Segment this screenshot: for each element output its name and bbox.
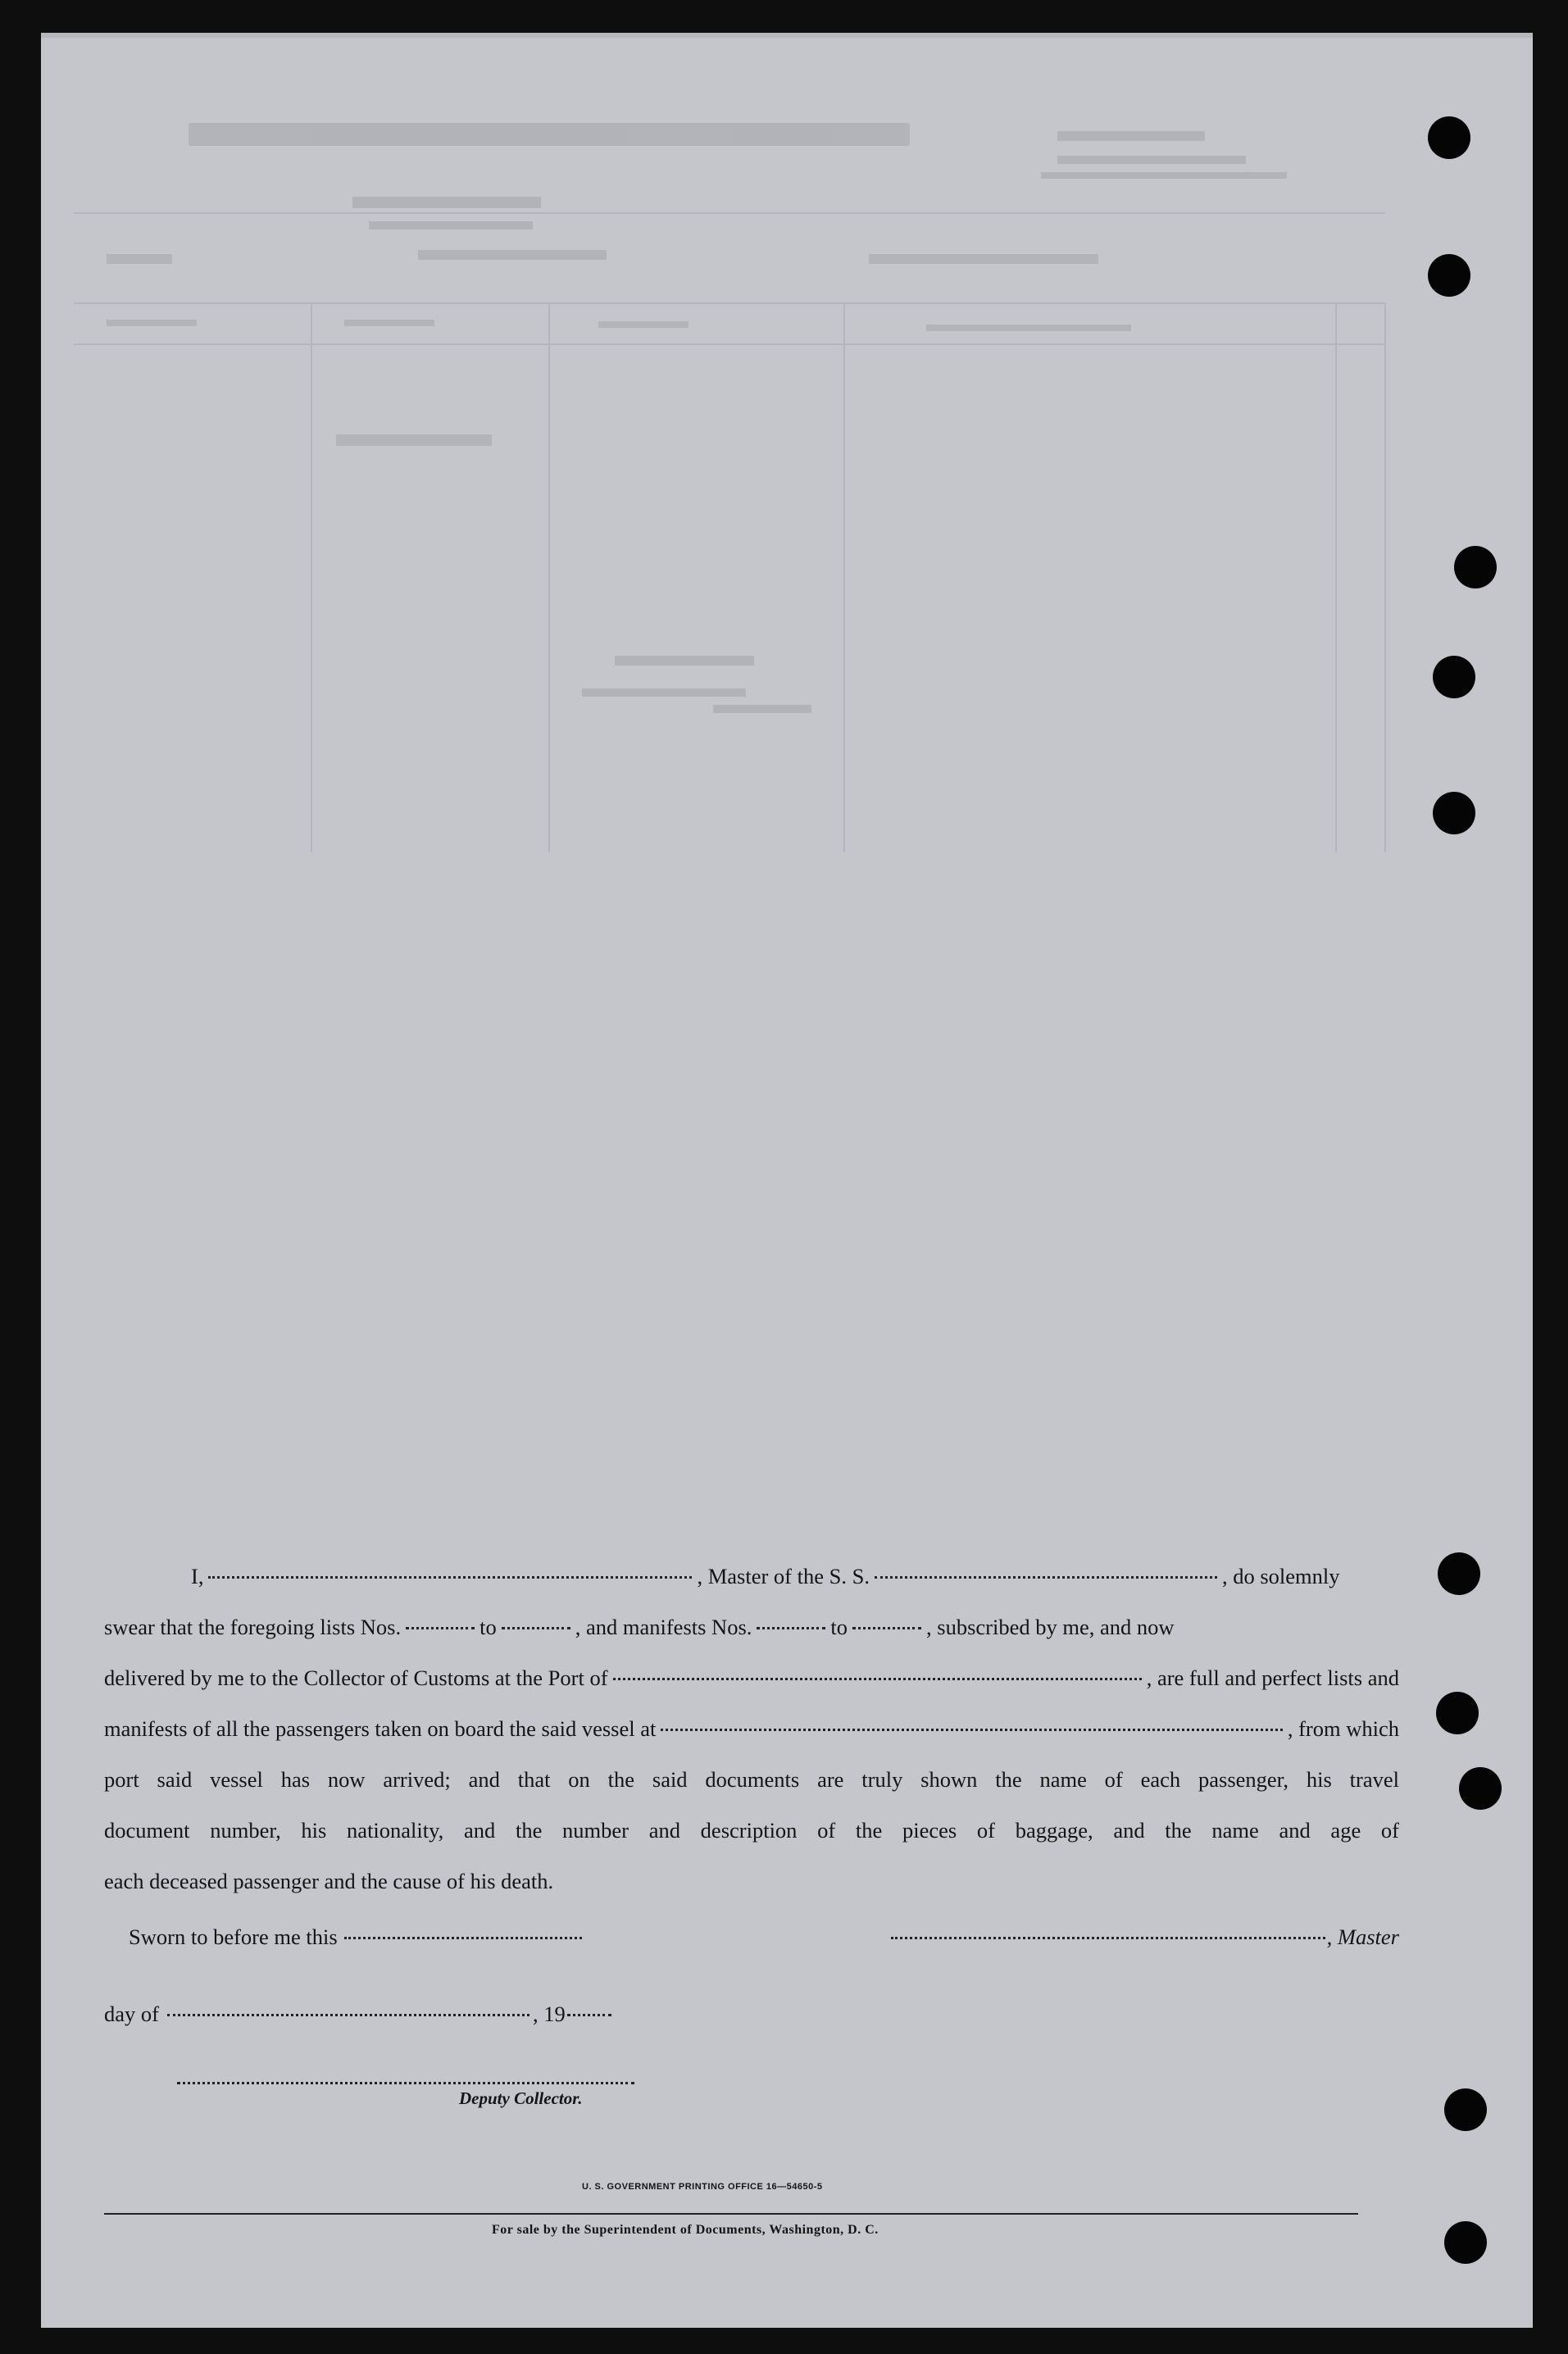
punch-hole	[1428, 254, 1470, 297]
printer-imprint: U. S. GOVERNMENT PRINTING OFFICE 16—54650-5	[582, 2182, 823, 2192]
declaration-text: to	[479, 1615, 497, 1639]
year-label: , 19	[532, 2002, 566, 2026]
sworn-date-field[interactable]	[344, 1937, 582, 1939]
ship-name-field[interactable]	[875, 1576, 1217, 1579]
port-field[interactable]	[613, 1678, 1142, 1680]
declaration-line: each deceased passenger and the cause of his death.	[104, 1869, 554, 1893]
deputy-signature-field[interactable]	[177, 2082, 634, 2084]
declaration-line	[104, 1602, 1399, 1652]
day-line	[104, 2002, 611, 2027]
list-no-to-field[interactable]	[502, 1627, 570, 1629]
manifest-no-from-field[interactable]	[757, 1627, 825, 1629]
punch-hole	[1438, 1552, 1480, 1595]
declaration-line	[104, 1703, 1399, 1754]
declaration-text: , subscribed by me, and now	[926, 1615, 1175, 1639]
declaration-text: manifests of all the passengers taken on board the said vessel at	[104, 1716, 657, 1741]
month-field[interactable]	[167, 2014, 529, 2016]
punch-hole	[1454, 546, 1497, 588]
bleed-through-graphics	[41, 33, 1533, 852]
punch-hole	[1428, 116, 1470, 159]
declaration-text: I,	[191, 1564, 204, 1588]
declaration-text: , and manifests Nos.	[575, 1615, 752, 1639]
embarkation-port-field[interactable]	[661, 1729, 1283, 1731]
master-label: , Master	[1326, 1925, 1399, 1949]
document-page	[41, 33, 1533, 2328]
declaration-text: to	[830, 1615, 848, 1639]
list-no-from-field[interactable]	[406, 1627, 475, 1629]
year-field[interactable]	[567, 2014, 611, 2016]
master-name-field[interactable]	[208, 1576, 692, 1579]
manifest-no-to-field[interactable]	[852, 1627, 921, 1629]
sworn-line	[104, 1925, 1399, 1950]
declaration-text: , do solemnly	[1221, 1564, 1340, 1588]
declaration-text: , Master of the S. S.	[697, 1564, 870, 1588]
declaration-line: document number, his nationality, and the number and description of the pieces of baggage, and the name and age of	[104, 1818, 1399, 1843]
deputy-collector-label: Deputy Collector.	[459, 2088, 583, 2108]
declaration-line	[104, 1551, 1399, 1602]
punch-hole	[1436, 1692, 1479, 1734]
punch-hole	[1444, 2088, 1487, 2131]
day-label: day of	[104, 2002, 159, 2026]
sworn-label: Sworn to before me this	[129, 1925, 338, 1949]
punch-hole	[1433, 792, 1475, 834]
punch-hole	[1459, 1767, 1502, 1810]
master-declaration	[104, 1551, 1399, 1906]
punch-hole	[1444, 2221, 1487, 2264]
declaration-text: delivered by me to the Collector of Customs at the Port of	[104, 1666, 608, 1690]
declaration-text: , from which	[1287, 1716, 1399, 1741]
footer-text: For sale by the Superintendent of Documents, Washington, D. C.	[492, 2223, 879, 2237]
declaration-text: , are full and perfect lists and	[1146, 1666, 1399, 1690]
punch-hole	[1433, 656, 1475, 698]
declaration-line	[104, 1652, 1399, 1703]
declaration-line: port said vessel has now arrived; and that on the said documents are truly shown the name of each passenger, his travel	[104, 1767, 1399, 1792]
master-signature-field[interactable]	[891, 1937, 1325, 1939]
footer-rule	[104, 2213, 1358, 2215]
declaration-text: swear that the foregoing lists Nos.	[104, 1615, 402, 1639]
